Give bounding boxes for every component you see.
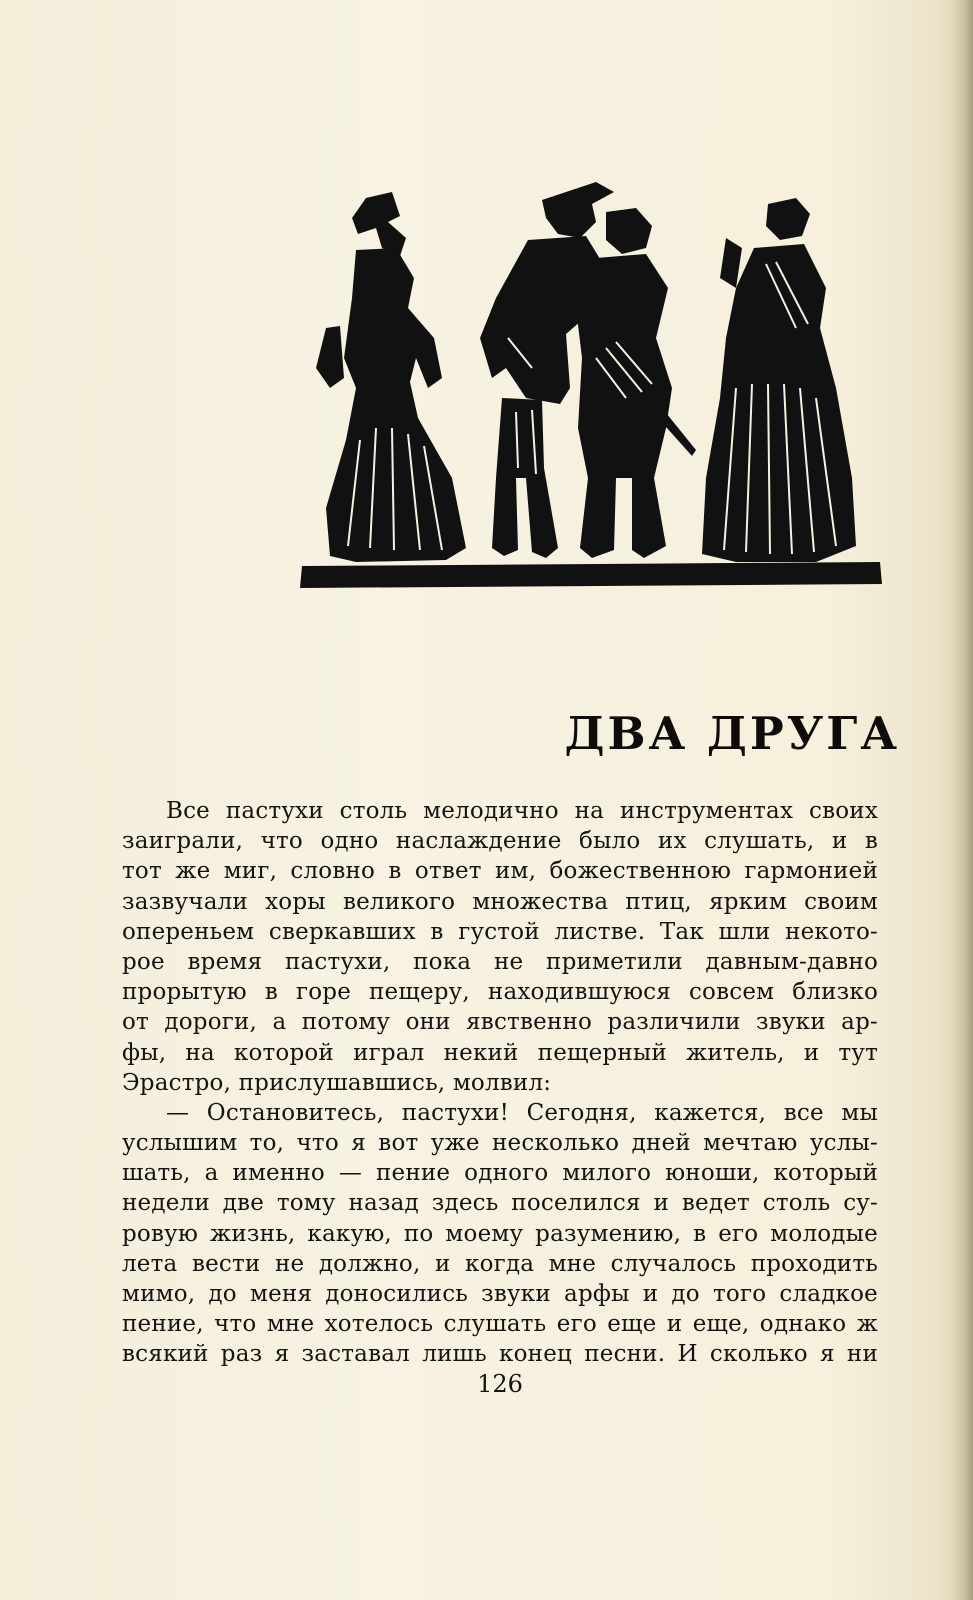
text-line: услышим то, что я вот уже несколько дней мечтаю услы- (122, 1130, 878, 1157)
figure-lady-right (702, 198, 856, 562)
text-line: Эрастро, прислушавшись, молвил: (122, 1069, 552, 1096)
text-line: недели две тому назад здесь поселился и ведет столь су- (122, 1190, 878, 1217)
text-line: опереньем сверкавших в густой листве. Так шли некото- (122, 918, 878, 945)
page-edge-shadow (951, 0, 973, 1600)
figure-lady-left (316, 192, 466, 562)
text-line: всякий раз я заставал лишь конец песни. И сколько я ни (122, 1341, 878, 1368)
text-line: ровую жизнь, какую, по моему разумению, в его молодые (122, 1220, 878, 1247)
text-line: тот же миг, словно в ответ им, божественною гармонией (122, 858, 878, 885)
text-line: рое время пастухи, пока не приметили давным-давно (122, 948, 878, 975)
text-line: шать, а именно — пение одного милого юноши, который (122, 1160, 878, 1187)
ground-strip (300, 562, 882, 588)
paragraph-1 (122, 796, 878, 1098)
text-line: — Остановитесь, пастухи! Сегодня, кажется, все мы (166, 1099, 878, 1126)
text-line: от дороги, а потому они явственно различили звуки ар- (122, 1009, 878, 1036)
text-line: заиграли, что одно наслаждение было их слушать, и в (122, 828, 878, 855)
text-line: лета вести не должно, и когда мне случалось проходить (122, 1250, 878, 1277)
woodcut-illustration (296, 178, 886, 596)
text-line: Все пастухи столь мелодично на инструментах своих (166, 798, 878, 824)
page-number: 126 (477, 1370, 523, 1398)
paragraph-2 (122, 1098, 878, 1370)
text-line: зазвучали хоры великого множества птиц, ярким своим (122, 888, 878, 915)
chapter-title: ДВА ДРУГА (564, 707, 900, 760)
text-line: мимо, до меня доносились звуки арфы и до того сладкое (122, 1281, 878, 1307)
text-line: фы, на которой играл некий пещерный житель, и тут (122, 1039, 878, 1066)
body-text (122, 796, 878, 1370)
text-line: прорытую в горе пещеру, находившуюся совсем близко (122, 979, 878, 1006)
text-line: пение, что мне хотелось слушать его еще и еще, однако ж (122, 1311, 878, 1338)
